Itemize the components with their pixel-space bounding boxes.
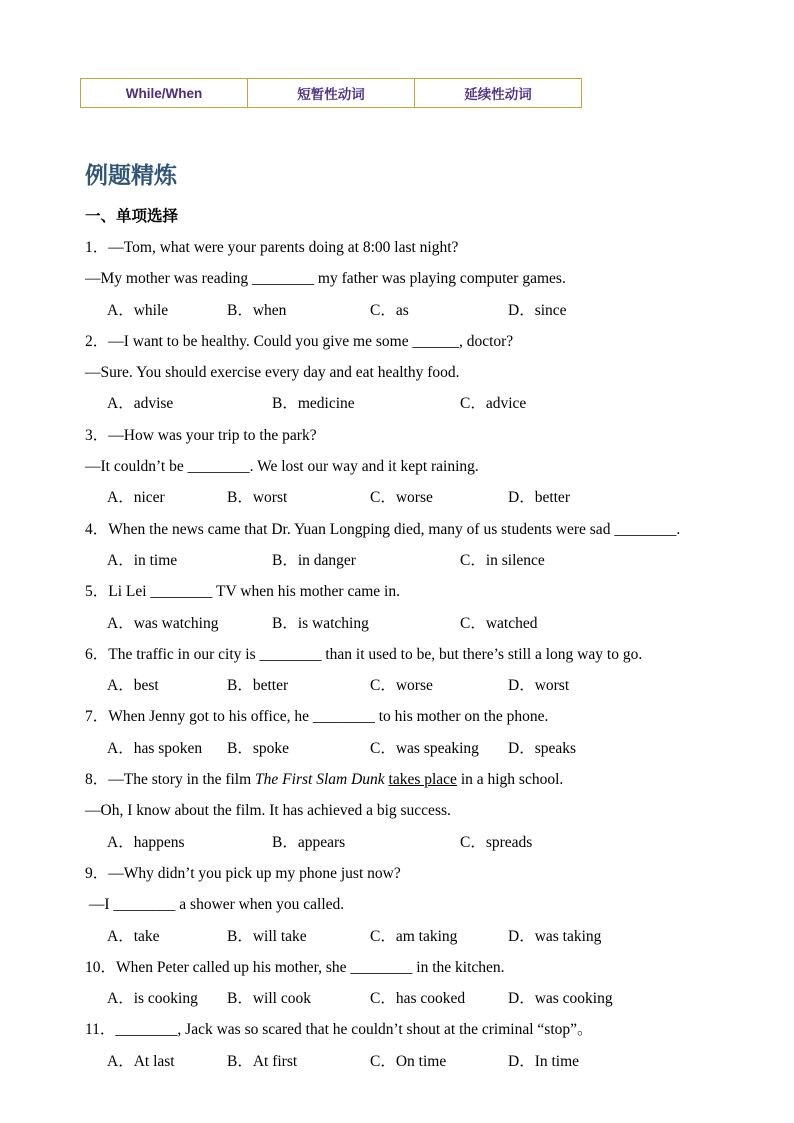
question-8-text	[80, 764, 716, 795]
question-5-text: 5．Li Lei ________ TV when his mother came in.	[85, 583, 400, 601]
question-9-option-A: A．take	[107, 927, 160, 945]
question-9-option-D: D．was taking	[508, 927, 602, 945]
question-5-option-B: B．is watching	[272, 614, 369, 632]
question-2-text: 2．—I want to be healthy. Could you give me some ______, doctor?	[85, 332, 514, 350]
question-1-option-B: B．when	[227, 301, 287, 319]
section-title: 例题精炼	[85, 162, 177, 188]
question-5-options	[80, 608, 716, 639]
question-7-text: 7．When Jenny got to his office, he ________ to his mother on the phone.	[85, 708, 549, 726]
question-7-option-A: A．has spoken	[107, 739, 203, 757]
question-6-option-C: C．worse	[370, 677, 433, 695]
question-10-option-B: B．will cook	[227, 990, 311, 1008]
question-1-option-C: C．as	[370, 301, 409, 319]
subsection-title: 一、单项选择	[85, 208, 179, 225]
question-6-option-A: A．best	[107, 677, 159, 695]
question-8-option-B: B．appears	[272, 833, 346, 851]
question-7-options	[80, 733, 716, 764]
question-1-text: 1．—Tom, what were your parents doing at 8:00 last night?	[85, 239, 459, 256]
question-3-text: 3．—How was your trip to the park?	[85, 426, 317, 444]
question-4-options	[80, 545, 716, 576]
question-text-underline: takes place	[388, 771, 457, 789]
question-10-text: 10．When Peter called up his mother, she ________ in the kitchen.	[85, 958, 505, 976]
question-4-option-A: A．in time	[107, 551, 178, 569]
question-3-option-B: B．worst	[227, 489, 288, 507]
question-9-text: —I ________ a shower when you called.	[85, 896, 345, 914]
question-5-option-A: A．was watching	[107, 614, 219, 632]
question-10-option-A: A．is cooking	[107, 990, 198, 1008]
question-9-text: 9．—Why didn’t you pick up my phone just now?	[85, 864, 401, 882]
question-list	[80, 232, 716, 1077]
question-4-option-B: B．in danger	[272, 551, 356, 569]
question-4-option-C: C．in silence	[460, 551, 545, 569]
question-6-options	[80, 670, 716, 701]
question-1-options	[80, 295, 716, 326]
question-3-options	[80, 482, 716, 513]
question-7-option-C: C．was speaking	[370, 739, 479, 757]
question-8-options	[80, 827, 716, 858]
question-9-options	[80, 921, 716, 952]
question-11-option-D: D．In time	[508, 1052, 580, 1070]
question-6-option-B: B．better	[227, 677, 289, 695]
question-2-option-C: C．advice	[460, 395, 527, 413]
question-5-option-C: C．watched	[460, 614, 538, 632]
table-cell-short-action-verbs: 短暂性动词	[248, 79, 415, 108]
question-2-option-A: A．advise	[107, 395, 174, 413]
question-3-option-C: C．worse	[370, 489, 433, 507]
question-10-options	[80, 983, 716, 1014]
question-10-option-C: C．has cooked	[370, 990, 466, 1008]
question-10-option-D: D．was cooking	[508, 990, 613, 1008]
question-8-text: —Oh, I know about the film. It has achieved a big success.	[85, 802, 451, 820]
question-text-segment: in a high school.	[456, 771, 564, 789]
question-6-text: 6．The traffic in our city is ________ than it used to be, but there’s still a long way to go.	[85, 645, 643, 663]
question-3-text: —It couldn’t be ________. We lost our way and it kept raining.	[85, 458, 479, 476]
question-1-option-A: A．while	[107, 301, 169, 319]
question-3-option-D: D．better	[508, 489, 570, 507]
question-3-option-A: A．nicer	[107, 489, 165, 507]
question-11-option-B: B．At first	[227, 1052, 298, 1070]
question-11-option-A: A．At last	[107, 1052, 175, 1070]
question-4-text: 4．When the news came that Dr. Yuan Longping died, many of us students were sad ________.	[85, 520, 681, 538]
question-11-option-C: C．On time	[370, 1052, 447, 1070]
verb-types-table	[80, 78, 582, 108]
question-2-text: —Sure. You should exercise every day and eat healthy food.	[85, 364, 460, 382]
question-1-text: —My mother was reading ________ my father was playing computer games.	[85, 270, 566, 288]
question-9-option-B: B．will take	[227, 927, 307, 945]
question-1-option-D: D．since	[508, 301, 567, 319]
table-header-row	[81, 79, 582, 108]
question-text-segment: 8．—The story in the film	[85, 771, 256, 789]
question-8-option-A: A．happens	[107, 833, 185, 851]
question-8-option-C: C．spreads	[460, 833, 533, 851]
table-cell-continuous-verbs: 延续性动词	[415, 79, 582, 108]
question-2-option-B: B．medicine	[272, 395, 355, 413]
question-2-options	[80, 388, 716, 419]
table-cell-while-when: While/When	[81, 79, 248, 108]
question-11-text: 11．________, Jack was so scared that he couldn’t shout at the criminal “stop”。	[85, 1021, 593, 1039]
question-7-option-B: B．spoke	[227, 739, 290, 757]
question-6-option-D: D．worst	[508, 677, 570, 695]
question-text-italic: The First Slam Dunk	[255, 771, 385, 789]
question-7-option-D: D．speaks	[508, 739, 577, 757]
question-9-option-C: C．am taking	[370, 927, 458, 945]
question-11-options	[80, 1046, 716, 1077]
